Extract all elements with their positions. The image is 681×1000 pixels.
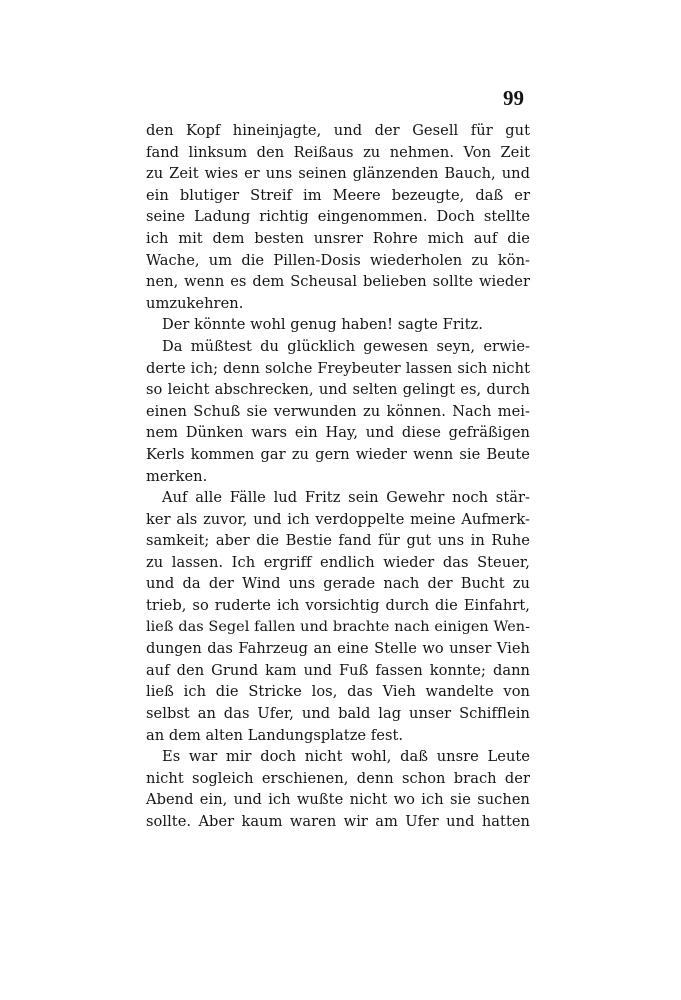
text-line: selbst an das Ufer, und bald lag unser Schifflein — [146, 705, 530, 723]
text-line: derte ich; denn solche Freybeuter lassen sich nicht — [146, 359, 530, 377]
text-line: ker als zuvor, und ich verdoppelte meine Aufmerk- — [146, 510, 530, 528]
text-line: nen, wenn es dem Scheusal belieben sollte wieder — [146, 273, 530, 291]
body-text — [146, 120, 530, 833]
text-line: sollte. Aber kaum waren wir am Ufer und hatten — [146, 813, 530, 830]
text-line: Der könnte wohl genug haben! sagte Fritz. — [162, 316, 483, 334]
text-line: an dem alten Landungsplatze fest. — [146, 726, 404, 744]
text-line: ein blutiger Streif im Meere bezeugte, daß er — [146, 186, 530, 204]
text-line: dungen das Fahrzeug an eine Stelle wo unser Vieh — [146, 640, 530, 658]
text-line: ließ das Segel fallen und brachte nach einigen Wen- — [146, 618, 530, 635]
text-line: Es war mir doch nicht wohl, daß unsre Leute — [162, 748, 530, 766]
text-line: trieb, so ruderte ich vorsichtig durch die Einfahrt, — [146, 597, 530, 615]
text-line: ließ ich die Stricke los, das Vieh wandelte von — [146, 683, 530, 701]
text-line: einen Schuß sie verwunden zu können. Nach mei- — [146, 402, 530, 420]
text-line: fand linksum den Reißaus zu nehmen. Von Zeit — [146, 143, 530, 161]
text-line: merken. — [146, 467, 208, 485]
text-line: so leicht abschrecken, und selten gelingt es, durch — [146, 381, 530, 399]
text-line: auf den Grund kam und Fuß fassen konnte; dann — [146, 661, 530, 679]
text-line: nicht sogleich erschienen, denn schon brach der — [146, 769, 530, 787]
text-line: den Kopf hineinjagte, und der Gesell für gut — [146, 122, 530, 139]
text-line: zu Zeit wies er uns seinen glänzenden Bauch, und — [146, 165, 530, 183]
text-line: und da der Wind uns gerade nach der Bucht zu — [146, 575, 530, 593]
text-line: Wache, um die Pillen-Dosis wiederholen zu kön- — [146, 251, 530, 269]
text-line: zu lassen. Ich ergriff endlich wieder das Steuer, — [146, 553, 530, 571]
text-line: Abend ein, und ich wußte nicht wo ich sie suchen — [146, 791, 530, 809]
text-line: seine Ladung richtig eingenommen. Doch stellte — [146, 208, 530, 226]
text-line: umzukehren. — [146, 294, 244, 312]
text-line: nem Dünken wars ein Hay, und diese gefräßigen — [146, 424, 530, 442]
text-line: ich mit dem besten unsrer Rohre mich auf die — [146, 229, 530, 247]
text-line: Da müßtest du glücklich gewesen seyn, erwie- — [162, 337, 530, 355]
text-line: Kerls kommen gar zu gern wieder wenn sie Beute — [146, 445, 530, 463]
page-number: 99 — [503, 86, 524, 110]
text-line: Auf alle Fälle lud Fritz sein Gewehr noch stär- — [162, 489, 530, 507]
text-line: samkeit; aber die Bestie fand für gut uns in Ruhe — [146, 532, 530, 550]
